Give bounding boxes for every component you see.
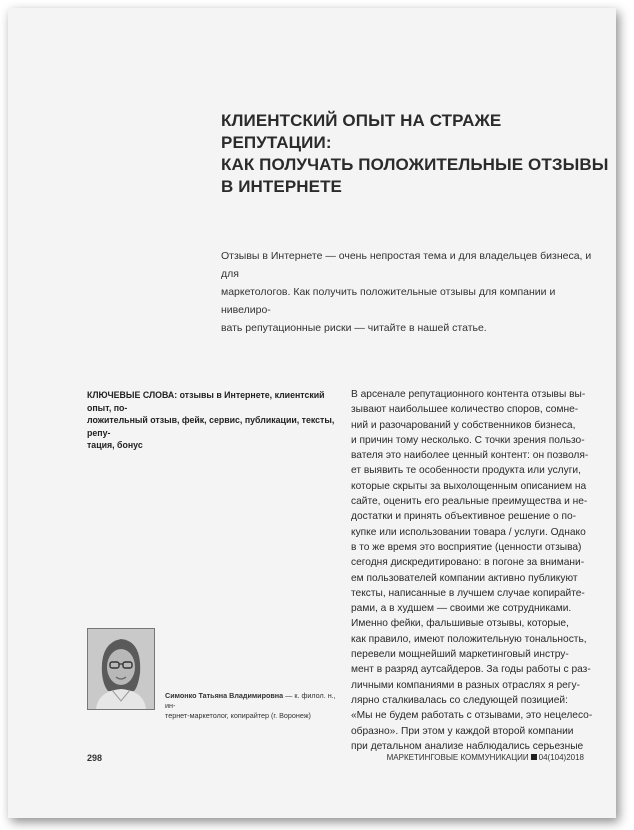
body-column xyxy=(351,387,601,754)
keywords-text: отзывы в Интернете, клиентский опыт, по- ложительный отзыв, фейк, сервис, публикации, тексты, репу- тация, бонус xyxy=(87,390,335,451)
body-paragraph-1: В арсенале репутационного контента отзывы вы- зывают наибольшее количество споров, сомне- ний и разочарований у собственников бизнеса, и причин тому несколько. С точки зрения пользо- вателя это наиболее ценный контент: он позволя- ет выявить те особенности продукта или услуги, которые скрыты за выхолощенным описанием на сайте, оценить его реальные преимущества и не- достатки и принять объективное решение о по- купке или использовании товара / услуги. Однако в то же время это восприятие (ценности отзыва) сегодня дискредитировано: в погоне за внимани- ем пользователей компании активно публикуют тексты, написанные в лучшем случае копирайте- рами, а в худшем — своими же сотрудниками. xyxy=(351,389,589,615)
author-caption xyxy=(165,691,340,721)
journal-name: МАРКЕТИНГОВЫЕ КОММУНИКАЦИИ xyxy=(386,753,529,762)
body-paragraph-2: Именно фейки, фальшивые отзывы, которые, как правило, имеют положительную тональность, перевели мощнейший маркетинговый инстру- мент в разряд аутсайдеров. За годы работы с раз- личными компаниями в разных отраслях я регу- лярно сталкивалась со следующей позицией: «Мы не будем работать с отзывами, это нецелесо- образно». При этом у каждой второй компании при детальном анализе наблюдались серьезные xyxy=(351,618,593,752)
page-number: 298 xyxy=(87,753,103,763)
author-portrait-image xyxy=(88,629,154,709)
author-photo xyxy=(87,628,155,710)
journal-issue: 04(104)2018 xyxy=(538,753,584,762)
keywords-block xyxy=(87,389,335,452)
article-lead: Отзывы в Интернете — очень непростая тема и для владельцев бизнеса, и для маркетологов. Как получить положительные отзывы для компании и нивелиро- вать репутационные риски — читайте в нашей статье. xyxy=(221,250,592,334)
author-credentials: — к. филол. н., ин- тернет-маркетолог, копирайтер (г. Воронеж) xyxy=(165,691,336,720)
article-title: КЛИЕНТСКИЙ ОПЫТ НА СТРАЖЕ РЕПУТАЦИИ: КАК ПОЛУЧАТЬ ПОЛОЖИТЕЛЬНЫЕ ОТЗЫВЫ В ИНТЕРНЕТЕ xyxy=(221,111,609,196)
square-separator-icon xyxy=(531,754,537,760)
magazine-page xyxy=(8,8,616,818)
keywords-label: КЛЮЧЕВЫЕ СЛОВА: xyxy=(87,390,178,400)
journal-footer xyxy=(387,753,584,762)
author-name: Симонко Татьяна Владимировна xyxy=(165,691,284,700)
